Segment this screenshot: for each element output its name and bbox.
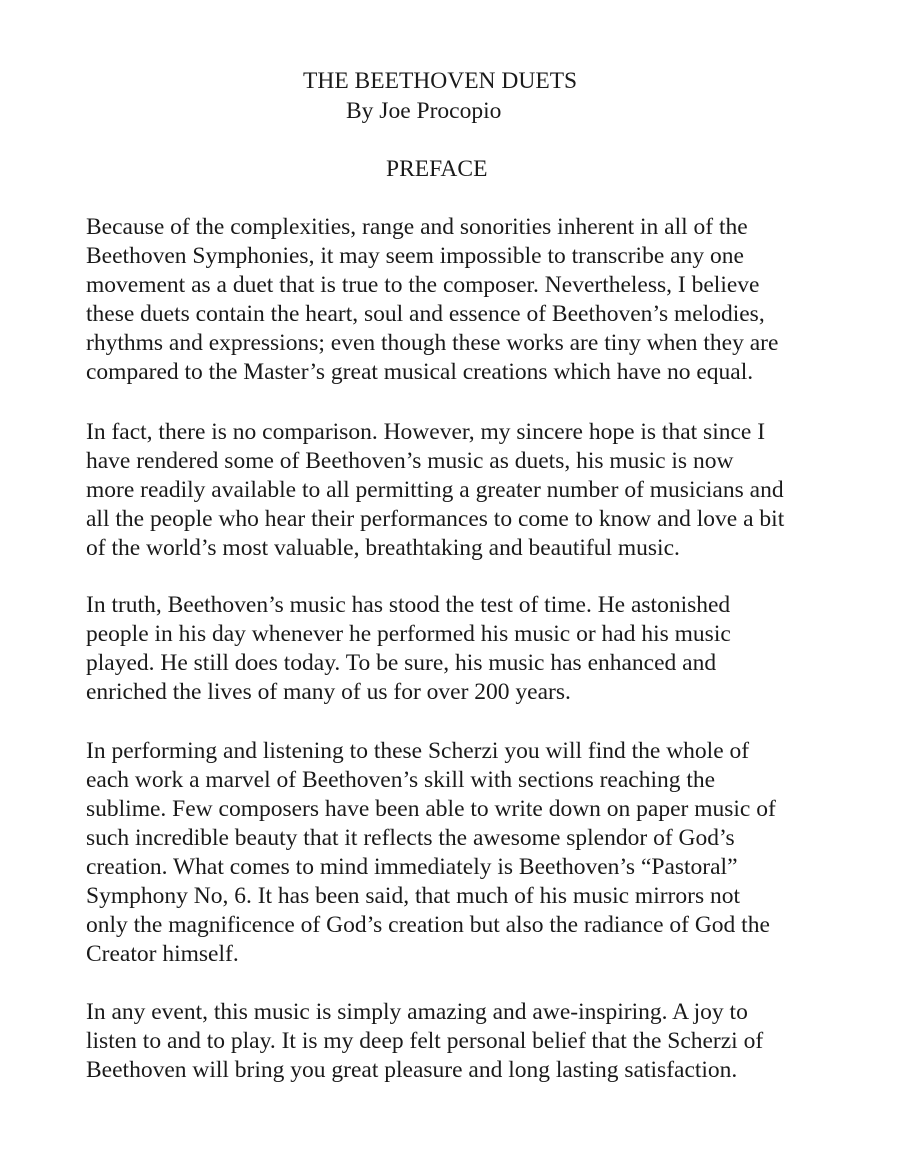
text-line: In performing and listening to these Scherzi you will find the whole of [86, 738, 750, 764]
text-line: each work a marvel of Beethoven’s skill with sections reaching the [86, 767, 716, 793]
text-line: these duets contain the heart, soul and essence of Beethoven’s melodies, [86, 301, 765, 327]
text-line: creation. What comes to mind immediately is Beethoven’s “Pastoral” [86, 854, 738, 880]
text-line: sublime. Few composers have been able to write down on paper music of [86, 796, 776, 822]
paragraph-2 [86, 418, 846, 563]
text-line: of the world’s most valuable, breathtaking and beautiful music. [86, 535, 680, 561]
text-line: enriched the lives of many of us for over 200 years. [86, 679, 571, 705]
text-line: compared to the Master’s great musical creations which have no equal. [86, 359, 754, 385]
paragraph-4 [86, 737, 846, 969]
text-line: Because of the complexities, range and sonorities inherent in all of the [86, 214, 748, 240]
paragraph-1 [86, 213, 846, 387]
text-line: more readily available to all permitting a greater number of musicians and [86, 477, 784, 503]
text-line: listen to and to play. It is my deep felt personal belief that the Scherzi of [86, 1028, 764, 1054]
text-line: Symphony No, 6. It has been said, that much of his music mirrors not [86, 883, 741, 909]
text-line: Beethoven Symphonies, it may seem impossible to transcribe any one [86, 243, 744, 269]
document-title: THE BEETHOVEN DUETS [303, 68, 578, 94]
text-line: only the magnificence of God’s creation but also the radiance of God the [86, 912, 770, 938]
paragraph-5 [86, 998, 846, 1085]
text-line: movement as a duet that is true to the composer. Nevertheless, I believe [86, 272, 760, 298]
paragraph-3 [86, 591, 846, 707]
text-line: Beethoven will bring you great pleasure and long lasting satisfaction. [86, 1057, 738, 1083]
section-heading: PREFACE [386, 156, 488, 182]
text-line: people in his day whenever he performed his music or had his music [86, 621, 731, 647]
text-line: In truth, Beethoven’s music has stood the test of time. He astonished [86, 592, 731, 618]
text-line: have rendered some of Beethoven’s music as duets, his music is now [86, 448, 734, 474]
text-line: such incredible beauty that it reflects the awesome splendor of God’s [86, 825, 735, 851]
text-line: In fact, there is no comparison. However, my sincere hope is that since I [86, 419, 766, 445]
text-line: In any event, this music is simply amazing and awe-inspiring. A joy to [86, 999, 748, 1025]
text-line: played. He still does today. To be sure, his music has enhanced and [86, 650, 717, 676]
author-byline: By Joe Procopio [346, 98, 502, 124]
text-line: rhythms and expressions; even though these works are tiny when they are [86, 330, 779, 356]
text-line: Creator himself. [86, 941, 239, 967]
text-line: all the people who hear their performances to come to know and love a bit [86, 506, 785, 532]
